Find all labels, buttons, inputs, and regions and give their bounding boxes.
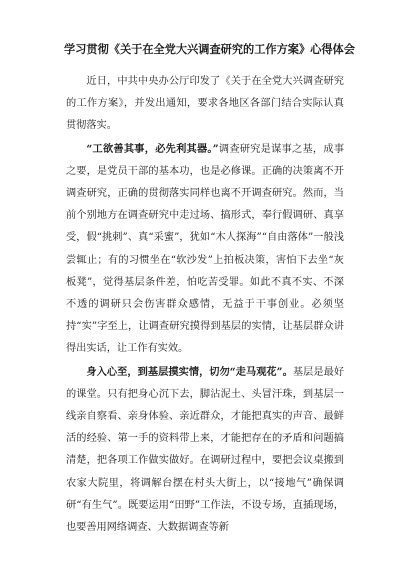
paragraph-text: 调查研究是谋事之基，成事之要，是党员干部的基本功，也是必修课。正确的决策离不开调查研究，正确的贯彻落实同样也离不开调查研究。然而，当前个别地方在调查研究中走过场、搞形式，奉行假调研、真享受，假“挑刺”、真“采蜜”，犹如“木人探海”“自由落体”一般浅尝辄止；有的习惯坐在“软沙发”上拍板决策，害怕下去坐“灰板凳”，觉得基层条件差，怕吃苦受罪。如此不真不实、不深不透的调研只会伤害群众感情，无益于干事创业。必须坚持“实”字至上，让调查研究摸得到基层的实情，让基层群众讲得出实话，让工作有实效。 bbox=[66, 143, 345, 355]
document-title: 学习贯彻《关于在全党大兴调查研究的工作方案》心得体会 bbox=[64, 42, 355, 56]
paragraph-grassroots bbox=[66, 361, 344, 540]
paragraph-text: 基层是最好的课堂。只有把身心沉下去，脚沾泥土、头冒汗珠，到基层一线亲自察看、亲身体验、亲近群众，才能把真实的声音、最鲜活的经验、第一手的资料带上来，才能把存在的矛盾和问题搞清楚，把各项工作做实做好。在调研过程中，要把会议桌搬到农家大院里，将调解台摆在村头大街上，以“接地气”确保调研“有生气”。既要运用“田野”工作法，不设专场，直插现场，也要善用网络调查、大数据调查等新 bbox=[66, 366, 345, 534]
paragraph-lead: “工欲善其事，必先利其器。” bbox=[86, 142, 219, 155]
paragraph-investigation-importance bbox=[66, 138, 344, 361]
paragraph-text: 近日，中共中央办公厅印发了《关于在全党大兴调查研究的工作方案》，并发出通知，要求各地区各部门结合实际认真贯彻落实。 bbox=[66, 76, 344, 132]
document-body bbox=[66, 70, 344, 539]
paragraph-intro bbox=[66, 70, 344, 138]
paragraph-lead: 身入心至，到基层摸实情，切勿“走马观花”。 bbox=[86, 365, 293, 378]
